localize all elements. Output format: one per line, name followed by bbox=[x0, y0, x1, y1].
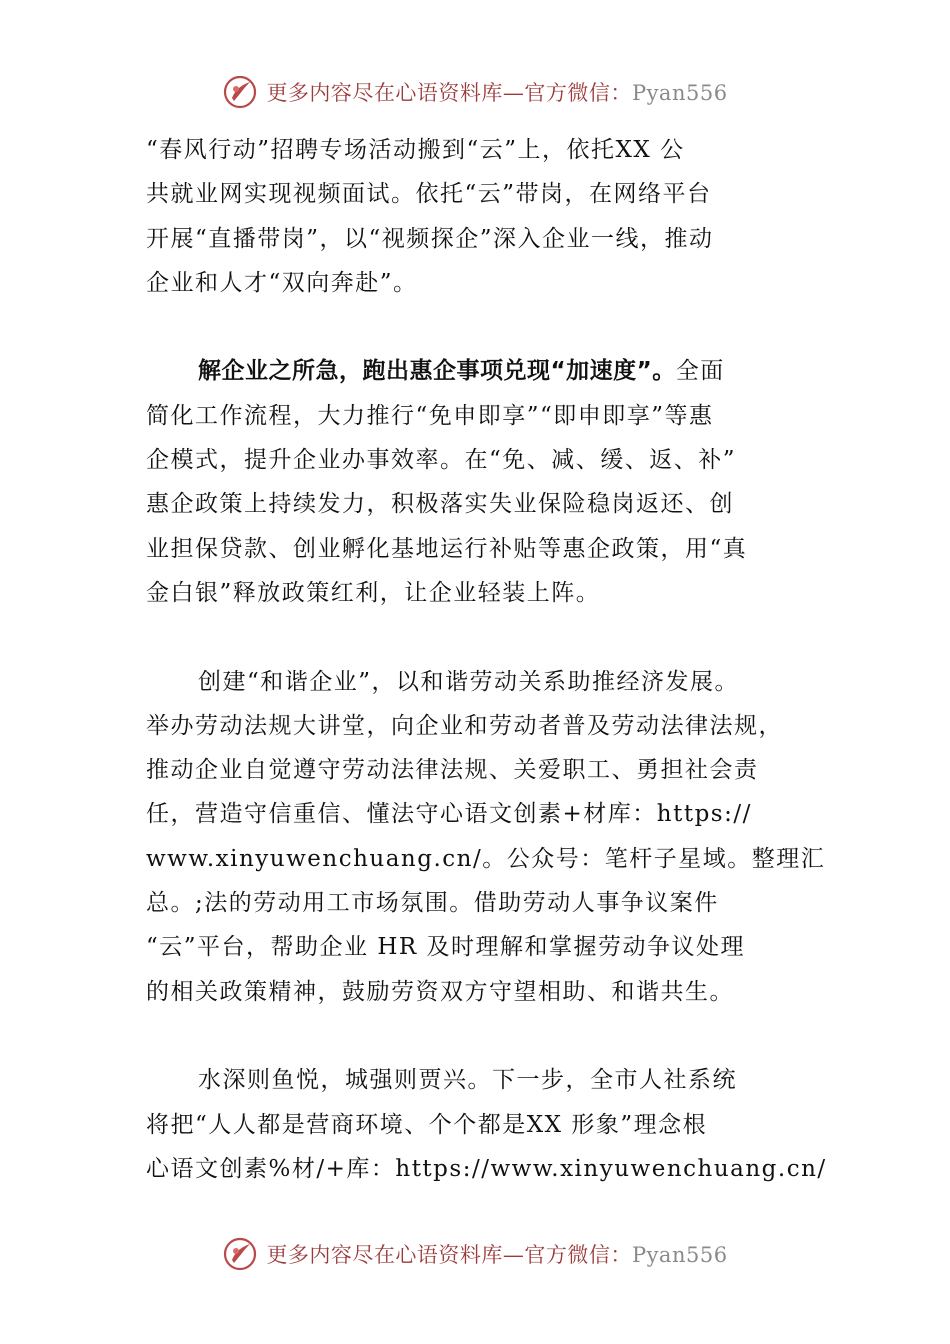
paragraph-gap bbox=[146, 1014, 846, 1058]
watermark-logo-icon bbox=[222, 1236, 258, 1272]
paragraph-heading: 解企业之所急，跑出惠企事项兑现“加速度”。 bbox=[198, 358, 676, 385]
text-line: 总。;法的劳动用工市场氛围。借助劳动人事争议案件 bbox=[146, 890, 719, 917]
paragraph-1 bbox=[146, 128, 846, 305]
paragraph-2 bbox=[146, 349, 846, 615]
text-line: 心语文创素%材/+库：https://www.xinyuwenchuang.cn/ bbox=[146, 1155, 827, 1182]
text-line: 企业和人才“双向奔赴”。 bbox=[146, 269, 418, 296]
paragraph-gap bbox=[146, 305, 846, 349]
footer-watermark bbox=[0, 1232, 950, 1276]
watermark-brand: Pyan556 bbox=[631, 81, 728, 105]
watermark-text: 更多内容尽在心语资料库—官方微信：Pyan556 bbox=[266, 1243, 728, 1267]
text-line: 简化工作流程，大力推行“免申即享”“即申即享”等惠 bbox=[146, 402, 714, 429]
text-line: 举办劳动法规大讲堂，向企业和劳动者普及劳动法律法规， bbox=[146, 712, 783, 739]
text-line: “云”平台，帮助企业 HR 及时理解和掌握劳动争议处理 bbox=[146, 934, 746, 961]
document-body bbox=[146, 128, 846, 1191]
text-line: 水深则鱼悦，城强则贾兴。下一步，全市人社系统 bbox=[198, 1067, 737, 1094]
text-line: 任，营造守信重信、懂法守心语文创素+材库：https:// bbox=[146, 801, 752, 828]
text-line: “春风行动”招聘专场活动搬到“云”上，依托XX 公 bbox=[146, 137, 685, 163]
text-line: 惠企政策上持续发力，积极落实失业保险稳岗返还、创 bbox=[146, 491, 734, 518]
text-line bbox=[146, 349, 846, 393]
watermark-brand: Pyan556 bbox=[631, 1243, 728, 1267]
text-line: 将把“人人都是营商环境、个个都是XX 形象”理念根 bbox=[146, 1111, 708, 1138]
text-line: 创建“和谐企业”，以和谐劳动关系助推经济发展。 bbox=[198, 668, 740, 695]
text-line: 共就业网实现视频面试。依托“云”带岗，在网络平台 bbox=[146, 181, 712, 208]
paragraph-gap bbox=[146, 615, 846, 659]
paragraph-3 bbox=[146, 660, 846, 1014]
watermark-text: 更多内容尽在心语资料库—官方微信：Pyan556 bbox=[266, 81, 728, 105]
text-line: 开展“直播带岗”，以“视频探企”深入企业一线，推动 bbox=[146, 225, 714, 252]
paragraph-4 bbox=[146, 1058, 846, 1191]
text-line: 推动企业自觉遵守劳动法律法规、关爱职工、勇担社会责 bbox=[146, 757, 759, 784]
text-line: www.xinyuwenchuang.cn/。公众号：笔杆子星域。整理汇 bbox=[146, 845, 826, 872]
watermark-logo-icon bbox=[222, 74, 258, 110]
text-line: 金白银”释放政策红利，让企业轻装上阵。 bbox=[146, 579, 601, 606]
header-watermark bbox=[0, 70, 950, 114]
text-line: 的相关政策精神，鼓励劳资双方守望相助、和谐共生。 bbox=[146, 978, 734, 1005]
text-line: 企模式，提升企业办事效率。在“免、减、缓、返、补” bbox=[146, 447, 737, 474]
text-fragment: 全面 bbox=[675, 358, 725, 385]
text-line: 业担保贷款、创业孵化基地运行补贴等惠企政策，用“真 bbox=[146, 535, 748, 562]
